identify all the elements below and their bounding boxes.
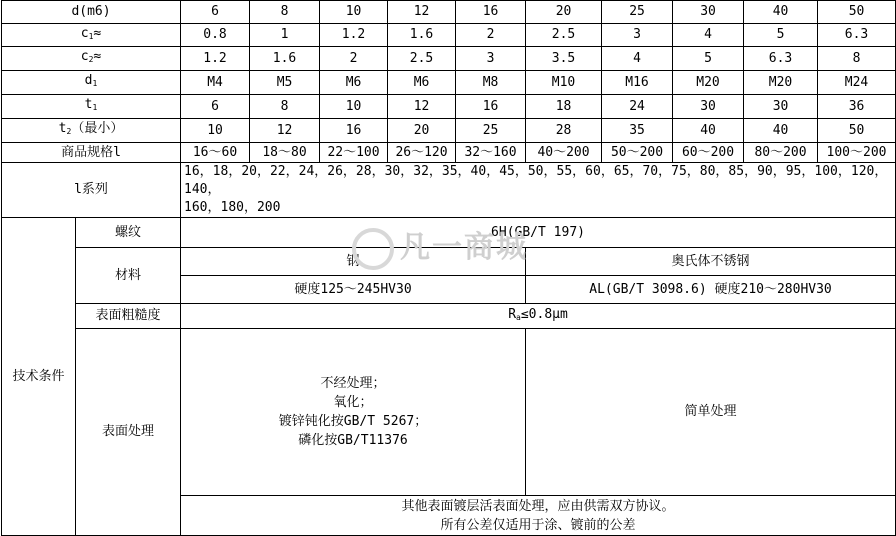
cell: 12 — [388, 1, 456, 24]
cell: 26～120 — [388, 143, 456, 163]
row-label: $d_1$ — [2, 71, 181, 95]
cell: 1.6 — [250, 47, 320, 71]
row-label: $c_1\approx$ — [2, 24, 181, 47]
cell: 40 — [673, 119, 744, 143]
cell: 12 — [388, 95, 456, 119]
cell: 5 — [673, 47, 744, 71]
cell: M16 — [602, 71, 673, 95]
row-label: d(m6) — [2, 1, 181, 24]
row-d — [2, 1, 896, 24]
cell: 32～160 — [456, 143, 526, 163]
notes — [181, 496, 896, 536]
row-label: $t_1$ — [2, 95, 181, 119]
cell: M20 — [744, 71, 818, 95]
cell: 5 — [744, 24, 818, 47]
surface-label: 表面处理 — [76, 329, 181, 536]
row-thread — [2, 218, 896, 248]
cell: 8 — [250, 95, 320, 119]
cell: 35 — [602, 119, 673, 143]
row-label: 商品规格l — [2, 143, 181, 163]
cell: 10 — [320, 95, 388, 119]
cell: 30 — [673, 1, 744, 24]
cell: 3 — [602, 24, 673, 47]
surface-right: 简单处理 — [526, 329, 896, 496]
series-line: 16，18，20，22，24，26，28，30，32，35，40，45，50，55，60，65，70，75，80，85，90，95，100，120，140， — [184, 164, 888, 197]
cell: 50 — [818, 1, 896, 24]
cell: 22～100 — [320, 143, 388, 163]
cell: 16～60 — [181, 143, 250, 163]
cell: 1.2 — [320, 24, 388, 47]
tech-conditions-label: 技术条件 — [2, 218, 76, 536]
thread-value: 6H(GB/T 197) — [181, 218, 896, 248]
material-label: 材料 — [76, 248, 181, 304]
material-steel: 钢 — [181, 248, 526, 276]
cell: 20 — [388, 119, 456, 143]
surface-line: 氧化； — [333, 395, 373, 410]
cell: 25 — [602, 1, 673, 24]
cell: 6.3 — [818, 24, 896, 47]
cell: 1 — [250, 24, 320, 47]
cell: 4 — [602, 47, 673, 71]
cell: 8 — [250, 1, 320, 24]
cell: 36 — [818, 95, 896, 119]
cell: M24 — [818, 71, 896, 95]
cell: 40 — [744, 1, 818, 24]
cell: 2.5 — [388, 47, 456, 71]
cell: 2 — [320, 47, 388, 71]
note-line: 所有公差仅适用于涂、镀前的公差 — [440, 517, 636, 533]
cell: M20 — [673, 71, 744, 95]
cell: 100～200 — [818, 143, 896, 163]
surface-line: 镀锌钝化按GB/T 5267； — [278, 414, 428, 429]
cell: 2 — [456, 24, 526, 47]
cell: 50 — [818, 119, 896, 143]
cell: 18 — [526, 95, 602, 119]
row-label: $t_2$（最小） — [2, 119, 181, 143]
cell: 30 — [744, 95, 818, 119]
roughness-value: $R_a\le 0.8\mu m$ — [181, 304, 896, 329]
cell: 10 — [181, 119, 250, 143]
cell: 8 — [818, 47, 896, 71]
surface-left — [181, 329, 526, 496]
cell: 20 — [526, 1, 602, 24]
cell: M8 — [456, 71, 526, 95]
cell: 40～200 — [526, 143, 602, 163]
surface-line: 不经处理； — [320, 376, 386, 391]
surface-line: 磷化按GB/T11376 — [298, 433, 408, 448]
cell: 16 — [320, 119, 388, 143]
cell: M5 — [250, 71, 320, 95]
row-c1 — [2, 24, 896, 47]
cell: 50～200 — [602, 143, 673, 163]
row-spec — [2, 143, 896, 163]
row-label: l系列 — [2, 163, 181, 218]
cell: 6 — [181, 95, 250, 119]
cell: 30 — [673, 95, 744, 119]
cell: 1.6 — [388, 24, 456, 47]
cell: 25 — [456, 119, 526, 143]
row-label: $c_2\approx$ — [2, 47, 181, 71]
cell: 2.5 — [526, 24, 602, 47]
cell: 6 — [181, 1, 250, 24]
cell: 60～200 — [673, 143, 744, 163]
roughness-label: 表面粗糙度 — [76, 304, 181, 329]
cell: 10 — [320, 1, 388, 24]
row-t2 — [2, 119, 896, 143]
cell: M4 — [181, 71, 250, 95]
cell: 0.8 — [181, 24, 250, 47]
row-roughness — [2, 304, 896, 329]
cell: 16 — [456, 1, 526, 24]
watermark-text: 凡一商城 — [400, 230, 528, 265]
row-surface — [2, 329, 896, 496]
row-material-1 — [2, 248, 896, 276]
cell: 28 — [526, 119, 602, 143]
cell: M10 — [526, 71, 602, 95]
cell: 1.2 — [181, 47, 250, 71]
note-line: 其他表面镀层活表面处理，应由供需双方协议。 — [401, 498, 675, 514]
cell: 40 — [744, 119, 818, 143]
specification-table — [1, 0, 896, 536]
cell: 3.5 — [526, 47, 602, 71]
cell: M6 — [320, 71, 388, 95]
row-c2 — [2, 47, 896, 71]
series-line: 160，180，200 — [184, 200, 281, 215]
row-series — [2, 163, 896, 218]
row-d1 — [2, 71, 896, 95]
material-stainless: 奥氏体不锈钢 — [526, 248, 896, 276]
cell: 24 — [602, 95, 673, 119]
cell: 3 — [456, 47, 526, 71]
row-t1 — [2, 95, 896, 119]
cell: M6 — [388, 71, 456, 95]
cell: 18～80 — [250, 143, 320, 163]
stainless-spec: AL(GB/T 3098.6) 硬度210～280HV30 — [526, 276, 896, 304]
thread-label: 螺纹 — [76, 218, 181, 248]
cell: 80～200 — [744, 143, 818, 163]
series-values — [181, 163, 896, 218]
cell: 16 — [456, 95, 526, 119]
cell: 12 — [250, 119, 320, 143]
cell: 6.3 — [744, 47, 818, 71]
steel-hardness: 硬度125～245HV30 — [181, 276, 526, 304]
cell: 4 — [673, 24, 744, 47]
